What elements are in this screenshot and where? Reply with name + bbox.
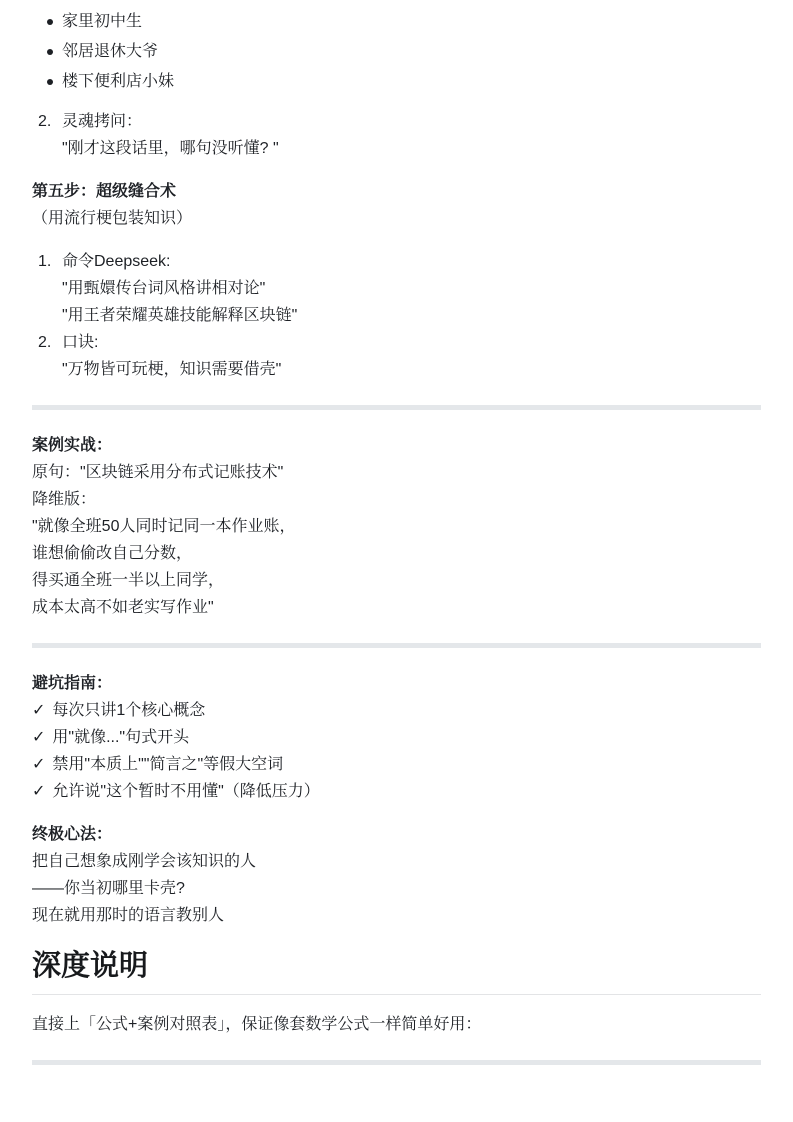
step5-subtitle: （用流行梗包装知识） [32, 210, 193, 227]
bullet-icon [47, 49, 53, 55]
ultimate-method-line: ——你当初哪里卡壳? [32, 880, 185, 897]
list-item-text: 楼下便利店小妹 [62, 73, 175, 90]
check-icon: ✓ [32, 756, 46, 773]
list-number: 2. [38, 113, 52, 130]
horizontal-rule [32, 1060, 761, 1065]
ultimate-method-line: 现在就用那时的语言教别人 [32, 907, 225, 924]
case-study-line: 原句："区块链采用分布式记账技术" [32, 464, 284, 481]
case-study-line: "就像全班50人同时记同一本作业账， [32, 518, 296, 535]
check-item-text: 允许说"这个暂时不用懂"（降低压力） [52, 783, 320, 800]
check-item-text: 每次只讲1个核心概念 [52, 702, 206, 719]
list-item-text: 邻居退休大爷 [62, 43, 159, 60]
check-item [32, 751, 761, 778]
ultimate-method-label: 终极心法： [32, 826, 113, 843]
list-item [32, 38, 761, 65]
item-title: 口诀: [62, 334, 99, 351]
check-item [32, 697, 761, 724]
step5-list [32, 248, 761, 383]
deep-section-intro [32, 1011, 761, 1038]
check-icon: ✓ [32, 783, 46, 800]
check-item-text: 用"就像..."句式开头 [52, 729, 190, 746]
list-number: 1. [38, 253, 52, 270]
numbered-item [32, 108, 761, 162]
item-quote: "用王者荣耀英雄技能解释区块链" [62, 307, 298, 324]
case-study-block [32, 432, 761, 621]
step5-heading-block [32, 178, 761, 232]
item-quote: "刚才这段话里，哪句没听懂? " [62, 140, 279, 157]
numbered-item [32, 329, 761, 383]
pitfall-guide-block [32, 670, 761, 805]
audience-list [32, 8, 761, 95]
list-item [32, 68, 761, 95]
case-study-label: 案例实战： [32, 437, 113, 454]
pitfall-guide-label: 避坑指南： [32, 675, 113, 692]
case-study-line: 降维版： [32, 491, 97, 508]
section-heading: 深度说明 [32, 947, 761, 995]
check-icon: ✓ [32, 729, 46, 746]
soul-question-list [32, 108, 761, 162]
item-title: 命令Deepseek: [62, 253, 171, 270]
case-study-line: 成本太高不如老实写作业" [32, 599, 214, 616]
list-item [32, 8, 761, 35]
horizontal-rule [32, 643, 761, 648]
ultimate-method-line: 把自己想象成刚学会该知识的人 [32, 853, 257, 870]
deep-section-intro-text: 直接上「公式+案例对照表」，保证像套数学公式一样简单好用： [32, 1016, 482, 1033]
item-quote: "万物皆可玩梗，知识需要借壳" [62, 361, 282, 378]
list-number: 2. [38, 334, 52, 351]
list-item-text: 家里初中生 [62, 13, 143, 30]
check-icon: ✓ [32, 702, 46, 719]
case-study-line: 得买通全班一半以上同学， [32, 572, 225, 589]
check-item-text: 禁用"本质上""简言之"等假大空词 [52, 756, 284, 773]
check-item [32, 724, 761, 751]
ultimate-method-block [32, 821, 761, 929]
numbered-item [32, 248, 761, 329]
bullet-icon [47, 19, 53, 25]
check-item [32, 778, 761, 805]
step5-heading: 第五步：超级缝合术 [32, 183, 177, 200]
item-quote: "用甄嬛传台词风格讲相对论" [62, 280, 266, 297]
item-title: 灵魂拷问： [62, 113, 143, 130]
bullet-icon [47, 79, 53, 85]
horizontal-rule [32, 405, 761, 410]
case-study-line: 谁想偷偷改自己分数， [32, 545, 193, 562]
